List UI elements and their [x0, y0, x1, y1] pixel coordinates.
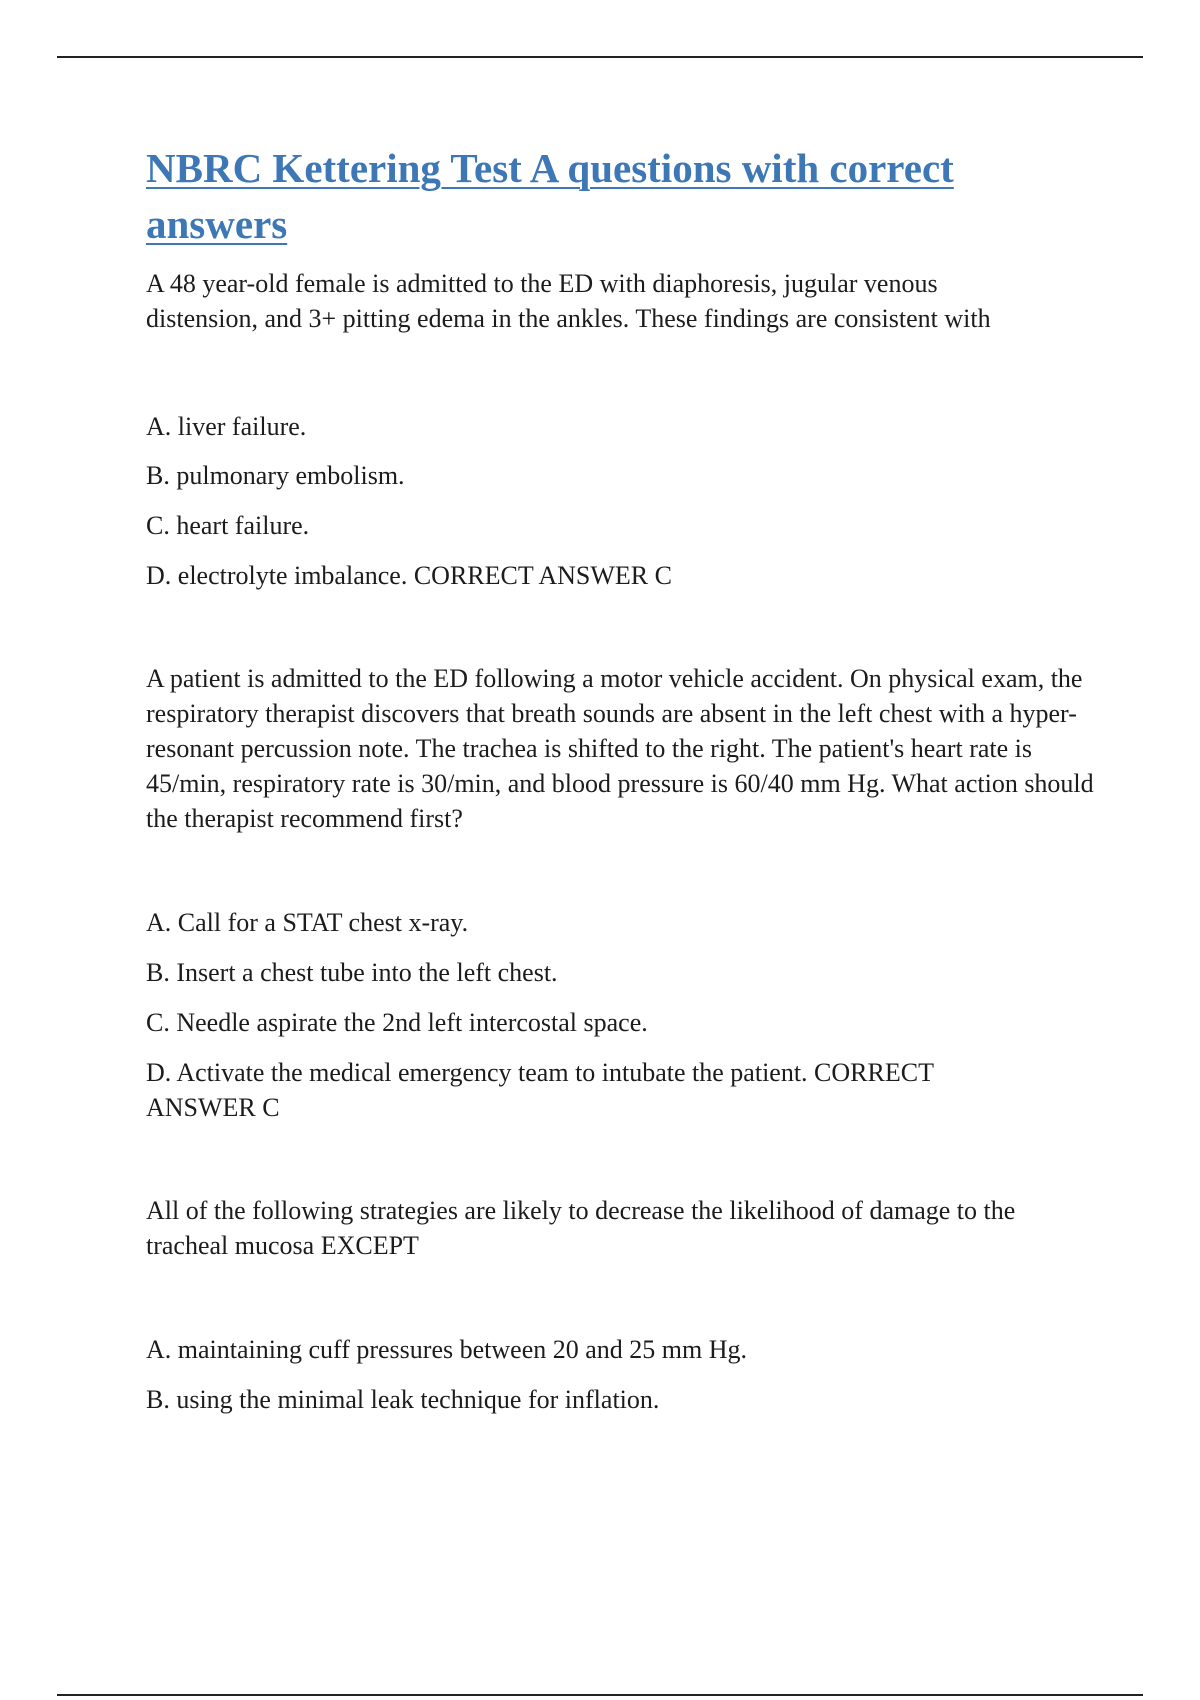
question-1-options [146, 409, 1096, 593]
question-2-option-b: B. Insert a chest tube into the left chest. [146, 958, 558, 987]
question-2-option-a: A. Call for a STAT chest x-ray. [146, 908, 469, 937]
document-title[interactable]: NBRC Kettering Test A questions with correct answers [146, 145, 954, 247]
question-1-option-a: A. liver failure. [146, 412, 307, 441]
question-1-option-b: B. pulmonary embolism. [146, 461, 405, 490]
question-1-option-c: C. heart failure. [146, 511, 310, 540]
document-content [146, 140, 1096, 1417]
header-rule [57, 56, 1143, 58]
question-1-option-d: D. electrolyte imbalance. CORRECT ANSWER C [146, 561, 672, 590]
question-2-stem: A patient is admitted to the ED following a motor vehicle accident. On physical exam, the respiratory therapist discovers that breath sounds are absent in the left chest with a hyper-resonant percussion note. The trachea is shifted to the right. The patient's heart rate is 45/min, respiratory rate is 30/min, and blood pressure is 60/40 mm Hg. What action should the therapist recommend first? [146, 664, 1094, 833]
question-3-stem: All of the following strategies are likely to decrease the likelihood of damage to the tracheal mucosa EXCEPT [146, 1196, 1016, 1260]
question-3-option-b: B. using the minimal leak technique for inflation. [146, 1385, 660, 1414]
question-2-options [146, 905, 1096, 1125]
question-1-stem: A 48 year-old female is admitted to the ED with diaphoresis, jugular venous distension, and 3+ pitting edema in the ankles. These findings are consistent with [146, 269, 991, 333]
question-3-options [146, 1332, 1096, 1417]
question-2-option-d: D. Activate the medical emergency team to intubate the patient. CORRECT ANSWER C [146, 1058, 934, 1122]
question-3-option-a: A. maintaining cuff pressures between 20 and 25 mm Hg. [146, 1335, 747, 1364]
question-2-option-c: C. Needle aspirate the 2nd left intercostal space. [146, 1008, 648, 1037]
footer-rule [57, 1694, 1143, 1696]
